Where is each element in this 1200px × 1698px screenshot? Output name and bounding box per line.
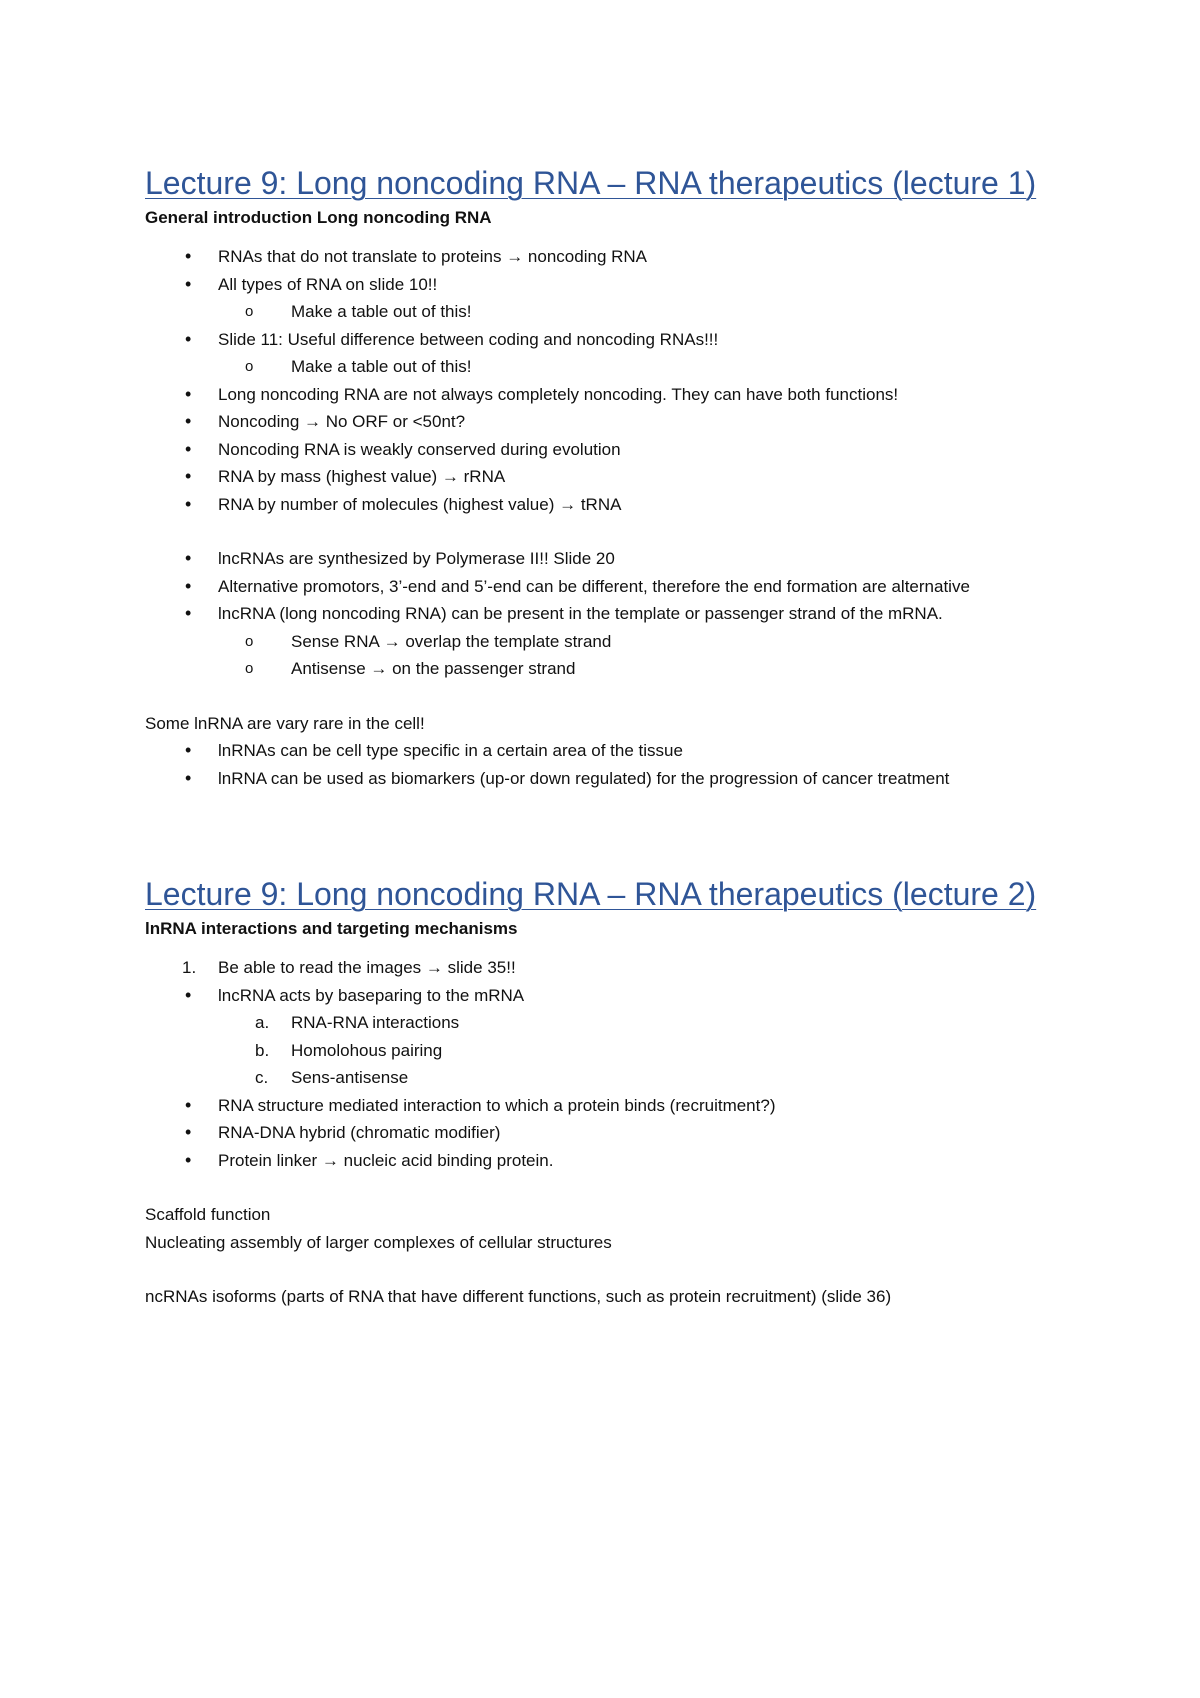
sub-list-item <box>145 655 1075 683</box>
lecture-1-heading: Lecture 9: Long noncoding RNA – RNA therapeutics (lecture 1) <box>145 165 1037 201</box>
isoforms-paragraph: ncRNAs isoforms (parts of RNA that have different functions, such as protein recruitment) (slide 36) <box>145 1287 892 1306</box>
lecture-1-subheading: General introduction Long noncoding RNA <box>145 208 492 227</box>
sub-list-item <box>145 353 1075 381</box>
lecture-2-list <box>145 954 1075 1174</box>
lecture-2-heading: Lecture 9: Long noncoding RNA – RNA therapeutics (lecture 2) <box>145 876 1037 912</box>
sub-list-item <box>145 628 1075 656</box>
list-item-text: Long noncoding RNA are not always completely noncoding. They can have both functions! <box>218 384 899 404</box>
bullet-list-item <box>145 600 1075 628</box>
bullet-list-item <box>145 737 1075 765</box>
list-item-text: Noncoding → No ORF or <50nt? <box>218 412 466 431</box>
list-item-text: Sens-antisense <box>291 1068 409 1087</box>
bullet-list-item <box>145 573 1075 601</box>
list-item-text: RNA-RNA interactions <box>291 1013 460 1032</box>
lecture-2-subheading: lnRNA interactions and targeting mechanisms <box>145 919 518 938</box>
list-item-text: Slide 11: Useful difference between coding and noncoding RNAs!!! <box>218 329 719 349</box>
bullet-list-item <box>145 463 1075 491</box>
lecture-1-list-3 <box>145 737 1075 792</box>
list-item-text: RNAs that do not translate to proteins → noncoding RNA <box>218 247 648 266</box>
list-item-text: lnRNA can be used as biomarkers (up-or down regulated) for the progression of cancer treatment <box>218 768 950 788</box>
bullet-list-item <box>145 326 1075 354</box>
document-page <box>145 163 1075 1311</box>
list-item-text: RNA by mass (highest value) → rRNA <box>218 467 506 486</box>
lettered-list-item <box>145 1064 1075 1092</box>
bullet-list-item <box>145 271 1075 299</box>
scaffold-title: Scaffold function <box>145 1205 271 1224</box>
bullet-list-item <box>145 408 1075 436</box>
list-item-text: Be able to read the images → slide 35!! <box>218 958 516 977</box>
bullet-list-item <box>145 381 1075 409</box>
list-item-text: RNA by number of molecules (highest value) → tRNA <box>218 494 622 514</box>
bullet-list-item <box>145 1119 1075 1147</box>
list-item-text: Noncoding RNA is weakly conserved during evolution <box>218 439 621 459</box>
list-item-text: lnRNAs can be cell type specific in a certain area of the tissue <box>218 741 683 760</box>
bullet-list-item <box>145 243 1075 271</box>
list-item-text: Sense RNA → overlap the template strand <box>291 631 612 651</box>
list-item-text: Homolohous pairing <box>291 1040 443 1060</box>
list-item-text: lncRNA acts by baseparing to the mRNA <box>218 985 525 1005</box>
lettered-list-item <box>145 1037 1075 1065</box>
list-marker: b. <box>255 1040 270 1060</box>
lecture-1-list-1 <box>145 243 1075 518</box>
bullet-list-item <box>145 491 1075 519</box>
list-marker: a. <box>255 1013 270 1032</box>
bullet-list-item <box>145 545 1075 573</box>
list-item-text: Make a table out of this! <box>291 302 472 321</box>
list-item-text: Make a table out of this! <box>291 357 472 376</box>
rare-lnrna-paragraph: Some lnRNA are vary rare in the cell! <box>145 713 425 733</box>
bullet-list-item <box>145 982 1075 1010</box>
list-item-text: Antisense → on the passenger strand <box>291 659 576 678</box>
list-item-text: RNA-DNA hybrid (chromatic modifier) <box>218 1123 501 1142</box>
list-item-text: Alternative promotors, 3’-end and 5’-end can be different, therefore the end formation are alternative <box>218 576 970 596</box>
lettered-list-item <box>145 1009 1075 1037</box>
bullet-list-item <box>145 765 1075 793</box>
list-marker: 1. <box>182 958 197 977</box>
list-marker: c. <box>255 1068 269 1087</box>
sub-list-item <box>145 298 1075 326</box>
list-item-text: RNA structure mediated interaction to which a protein binds (recruitment?) <box>218 1095 776 1115</box>
list-item-text: lncRNAs are synthesized by Polymerase II!! Slide 20 <box>218 549 615 568</box>
scaffold-text: Nucleating assembly of larger complexes of cellular structures <box>145 1232 612 1252</box>
list-item-text: All types of RNA on slide 10!! <box>218 274 438 294</box>
list-item-text: lncRNA (long noncoding RNA) can be present in the template or passenger strand of the mRNA. <box>218 604 943 623</box>
bullet-list-item <box>145 436 1075 464</box>
lecture-1-list-2 <box>145 545 1075 683</box>
bullet-list-item <box>145 1092 1075 1120</box>
list-item-text: Protein linker → nucleic acid binding protein. <box>218 1150 554 1170</box>
bullet-list-item <box>145 1147 1075 1175</box>
numbered-list-item <box>145 954 1075 982</box>
